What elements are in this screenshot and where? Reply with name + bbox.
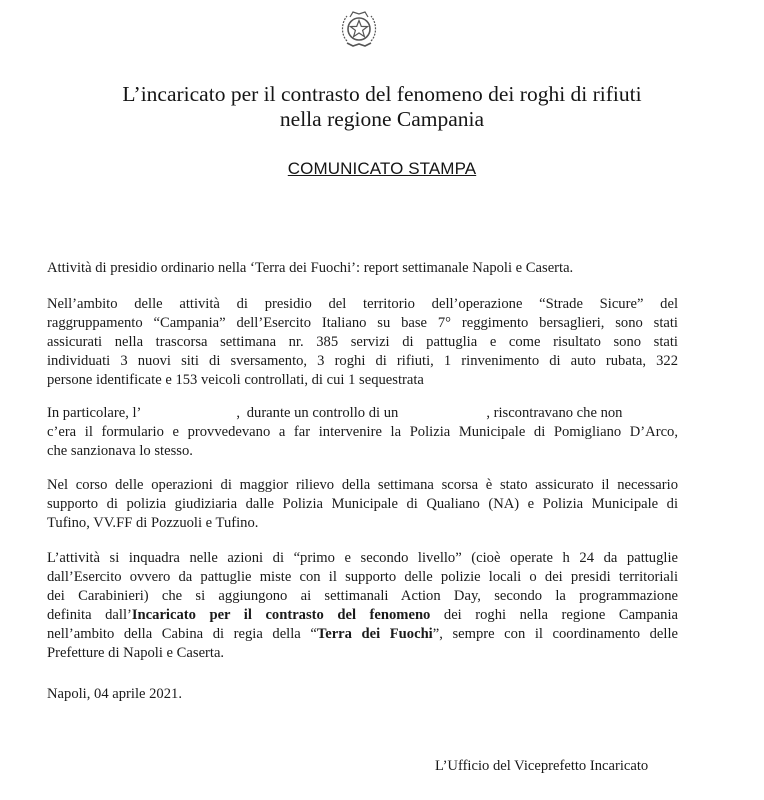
paragraph-line: Nell’ambito delle attività di presidio del territorio dell’operazione “Strade Sicure” del	[47, 296, 678, 312]
paragraph-line: persone identificate e 153 veicoli controllati, di cui 1 sequestrata	[47, 372, 424, 388]
paragraph-line	[47, 625, 678, 643]
text: , riscontravano che non	[486, 405, 623, 421]
text: ,	[236, 405, 241, 421]
bold-text: Incaricato per il contrasto del fenomeno	[131, 607, 431, 623]
paragraph-line: che sanzionava lo stesso.	[47, 443, 193, 459]
paragraph-line: Tufino, VV.FF di Pozzuoli e Tufino.	[47, 515, 259, 531]
text: dei roghi nella regione Campania	[443, 607, 678, 623]
paragraph-line: Nel corso delle operazioni di maggior rilievo della settimana scorsa è stato assicurato il necessario	[47, 477, 678, 493]
bold-text: Terra dei Fuochi	[316, 626, 433, 642]
text: durante un controllo di un	[246, 405, 399, 421]
subject-line: Attività di presidio ordinario nella ‘Terra dei Fuochi’: report settimanale Napoli e Caserta.	[47, 260, 574, 276]
text: ”, sempre con il coordinamento delle	[432, 626, 678, 642]
signature: L’Ufficio del Viceprefetto Incaricato	[435, 758, 649, 774]
paragraph-line: Prefetture di Napoli e Caserta.	[47, 645, 225, 661]
paragraph-line: L’attività si inquadra nelle azioni di “primo e secondo livello” (cioè operate h 24 da pattuglie	[47, 550, 678, 566]
paragraph-line: individuati 3 nuovi siti di sversamento, 3 roghi di rifiuti, 1 rinvenimento di auto rubata, 322	[47, 353, 678, 369]
text: nell’ambito della Cabina di regia della “	[47, 626, 317, 642]
press-release-label: COMUNICATO STAMPA	[287, 159, 477, 178]
header-title-line-2: nella regione Campania	[279, 107, 485, 131]
paragraph-line: dei Carabinieri) che si aggiungono ai settimanali Action Day, secondo la programmazione	[47, 588, 678, 604]
paragraph-line: c’era il formulario e provvedevano a far intervenire la Polizia Municipale di Pomigliano D’Arco,	[47, 424, 678, 440]
paragraph-line: dall’Esercito ovvero da pattuglie miste con il supporto delle polizie locali o dei presidi territoriali	[47, 569, 678, 585]
text: definita dall’	[47, 607, 132, 623]
paragraph-line: assicurati nella trascorsa settimana nr. 385 servizi di pattuglia e come risultato sono stati	[47, 334, 678, 350]
text: In particolare, l’	[47, 405, 142, 421]
paragraph-line	[47, 606, 678, 624]
paragraph-line: raggruppamento “Campania” dell’Esercito Italiano su base 7° reggimento bersaglieri, sono stati	[47, 315, 678, 331]
paragraph-line	[47, 404, 678, 422]
header-title-line-1: L’incaricato per il contrasto del fenomeno dei roghi di rifiuti	[122, 82, 642, 106]
date-line: Napoli, 04 aprile 2021.	[47, 686, 182, 702]
italian-republic-emblem	[339, 7, 379, 51]
paragraph-line: supporto di polizia giudiziaria dalle Polizia Municipale di Qualiano (NA) e Polizia Municipale di	[47, 496, 678, 512]
